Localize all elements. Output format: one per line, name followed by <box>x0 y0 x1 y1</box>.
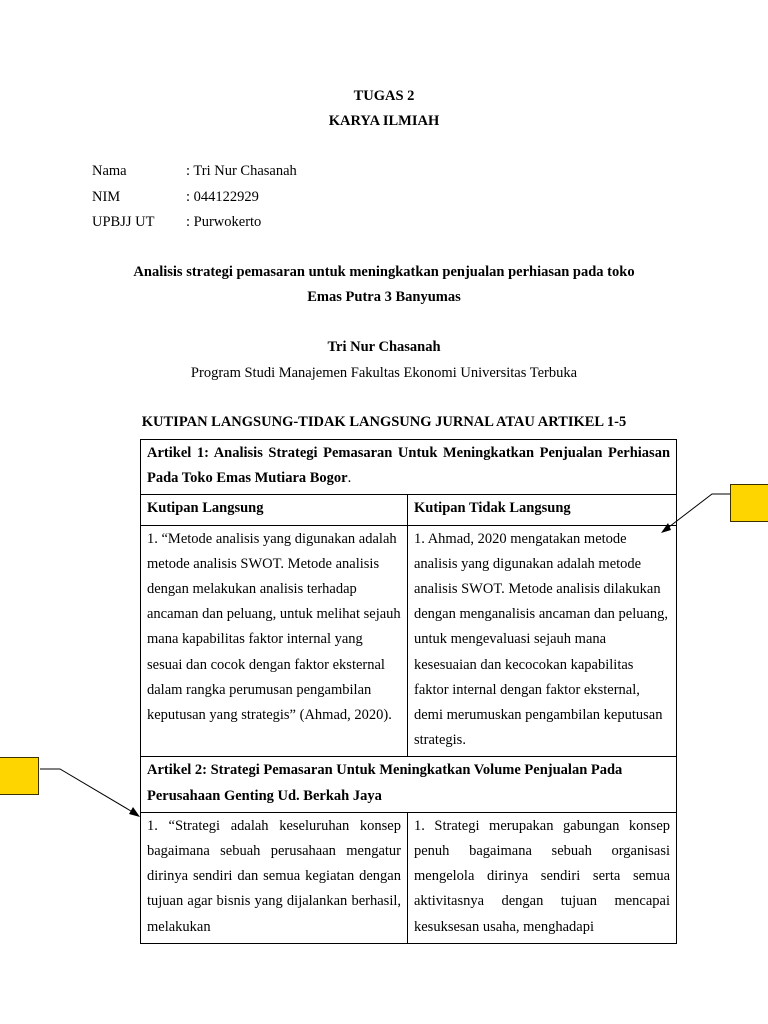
identity-label: UPBJJ UT <box>92 214 155 230</box>
table-row <box>141 525 677 757</box>
article2-direct-quote: 1. “Strategi adalah keseluruhan konsep bagaimana sebuah perusahaan mengatur dirinya sendiri dan semua kegiatan dengan tujuan agar bisnis yang dijalankan berhasil, melakukan <box>141 812 408 943</box>
col-header-direct: Kutipan Langsung <box>141 495 408 525</box>
identity-label: Nama <box>92 163 127 179</box>
paper-title-line1: Analisis strategi pemasaran untuk meningkatkan penjualan perhiasan pada toko <box>133 264 635 280</box>
article1-header <box>141 440 677 495</box>
table-row <box>141 812 677 943</box>
paper-affiliation: Program Studi Manajemen Fakultas Ekonomi Universitas Terbuka <box>190 365 578 381</box>
comment-callout-left[interactable] <box>0 757 39 795</box>
assignment-type: KARYA ILMIAH <box>328 113 440 129</box>
identity-value: : 044122929 <box>186 189 259 205</box>
paper-author: Tri Nur Chasanah <box>327 339 441 355</box>
article1-title: Artikel 1: Analisis Strategi Pemasaran Untuk Meningkatkan Penjualan Perhiasan Pada Toko Emas Mutiara Bogor <box>147 445 671 487</box>
identity-value: : Tri Nur Chasanah <box>186 163 297 179</box>
citation-table <box>140 439 677 944</box>
article2-header: Artikel 2: Strategi Pemasaran Untuk Meningkatkan Volume Penjualan Pada Perusahaan Genting Ud. Berkah Jaya <box>141 757 677 812</box>
article1-indirect-quote: 1. Ahmad, 2020 mengatakan metode analisis yang digunakan adalah metode analisis SWOT. Metode analisis dilakukan dengan menganalisis ancaman dan peluang, untuk mengevaluasi sejauh mana kesesuaian dan kecocokan kapabilitas faktor internal dengan faktor eksternal, demi merumuskan pengambilan keputusan strategis. <box>408 525 677 757</box>
paper-title-line2: Emas Putra 3 Banyumas <box>307 289 461 305</box>
table-row <box>141 440 677 495</box>
callout-arrow-left <box>40 769 136 814</box>
article1-title-suffix: . <box>347 470 352 487</box>
article2-indirect-quote: 1. Strategi merupakan gabungan konsep penuh bagaimana sebuah organisasi mengelola dirinya sendiri serta semua aktivitasnya dengan tujuan mencapai kesuksesan usaha, menghadapi <box>408 812 677 943</box>
identity-value: : Purwokerto <box>186 214 262 230</box>
article1-direct-quote: 1. “Metode analisis yang digunakan adalah metode analisis SWOT. Metode analisis dengan melakukan analisis terhadap ancaman dan peluang, untuk melihat sejauh mana kapabilitas faktor internal yang sesuai dan cocok dengan faktor eksternal dalam rangka perumusan pengambilan keputusan yang strategis” (Ahmad, 2020). <box>141 525 408 757</box>
table-row <box>141 757 677 812</box>
identity-label: NIM <box>92 189 121 205</box>
comment-callout-right[interactable] <box>730 484 768 522</box>
assignment-label: TUGAS 2 <box>353 88 415 104</box>
section-title: KUTIPAN LANGSUNG-TIDAK LANGSUNG JURNAL ATAU ARTIKEL 1-5 <box>141 414 627 430</box>
col-header-indirect: Kutipan Tidak Langsung <box>408 495 677 525</box>
table-row <box>141 495 677 525</box>
arrowhead-left <box>129 807 140 817</box>
